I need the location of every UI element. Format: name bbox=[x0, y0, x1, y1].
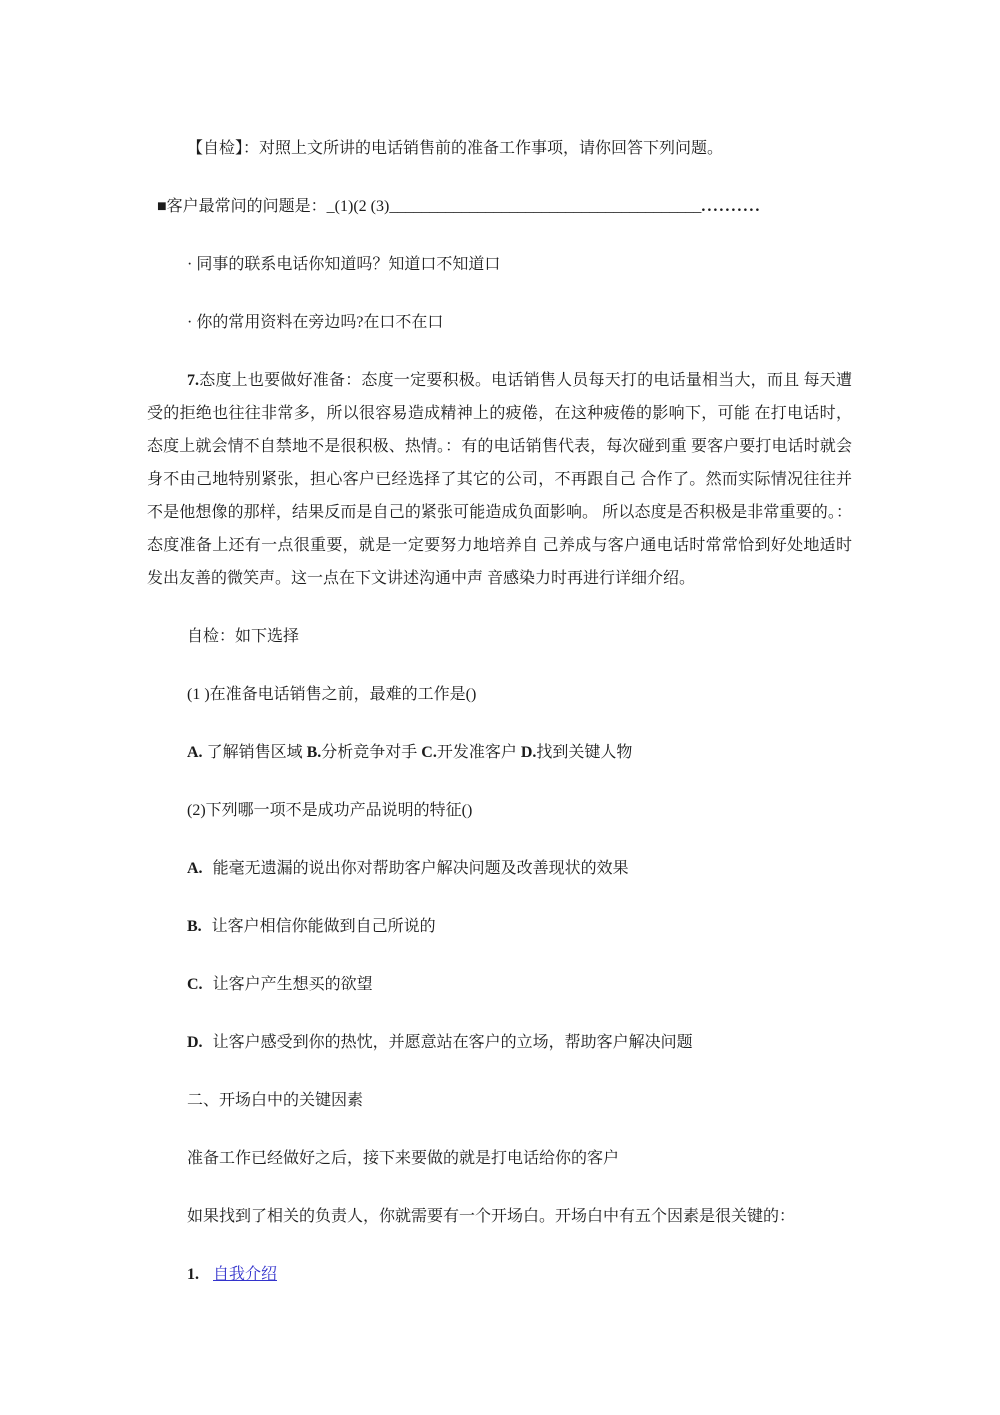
paragraph-next-step: 准备工作已经做好之后，接下来要做的就是打电话给你的客户 bbox=[187, 1150, 620, 1167]
option-b-label: B. bbox=[187, 918, 202, 935]
quiz-question-1-options bbox=[147, 736, 852, 769]
checklist-item-colleague-phone: · 同事的联系电话你知道吗？知道口不知道口 bbox=[187, 256, 501, 273]
self-check-note: 【自检】：对照上文所讲的电话销售前的准备工作事项，请你回答下列问题。 bbox=[187, 140, 724, 157]
quiz-question-2-option-d bbox=[147, 1026, 852, 1059]
list-item-self-introduction bbox=[147, 1258, 852, 1291]
checklist-item-materials: · 你的常用资料在旁边吗?在口不在口 bbox=[187, 314, 444, 331]
option-d-label: D. bbox=[520, 744, 537, 761]
paragraph-attitude-preparation bbox=[147, 364, 852, 595]
option-b-text: 让客户相信你能做到自己所说的 bbox=[211, 918, 436, 935]
option-a-text: 了解销售区域 bbox=[202, 744, 307, 761]
option-c-text: 开发准客户 bbox=[436, 744, 521, 761]
fill-in-question-text: ■客户最常问的问题是：_(1)(2 (3) bbox=[157, 198, 390, 215]
self-introduction-link[interactable]: 自我介绍 bbox=[213, 1266, 278, 1283]
quiz-question-2-option-a bbox=[147, 852, 852, 885]
paragraph-attitude-text: 态度上也要做好准备：态度一定要积极。电话销售人员每天打的电话量相当大，而且 每天遭受的拒绝也往往非常多，所以很容易造成精神上的疲倦，在这种疲倦的影响下，可能 在打电话时，态度上就会情不自禁地不是很积极、热情。：有的电话销售代表，每次碰到重 要客户要打电话时就会身不由己地特别紧张，担心客户已经选择了其它的公司，不再跟自己 合作了。然而实际情况往往并不是他想像的那样，结果反而是自己的紧张可能造成负面影响。 所以态度是否积极是非常重要的。：态度准备上还有一点很重要，就是一定要努力地培养自 己养成与客户通电话时常常恰到好处地适时发出友善的微笑声。这一点在下文讲述沟通中声 音感染力时再进行详细介绍。 bbox=[147, 372, 852, 587]
option-c-text: 让客户产生想买的欲望 bbox=[212, 976, 373, 993]
dot-leader: .......... bbox=[701, 198, 762, 215]
list-item-number: 1. bbox=[187, 1266, 199, 1283]
option-d-label: D. bbox=[187, 1034, 203, 1051]
paragraph-opening-statement: 如果找到了相关的负责人，你就需要有一个开场白。开场白中有五个因素是很关键的： bbox=[187, 1208, 796, 1225]
option-b-label: B. bbox=[306, 744, 322, 761]
option-d-text: 找到关键人物 bbox=[536, 744, 633, 761]
quiz-question-1: (1 )在准备电话销售之前，最难的工作是() bbox=[187, 686, 477, 703]
option-a-label: A. bbox=[187, 860, 203, 877]
option-d-text: 让客户感受到你的热忱，并愿意站在客户的立场，帮助客户解决问题 bbox=[212, 1034, 693, 1051]
self-check-heading: 自检：如下选择 bbox=[187, 628, 300, 645]
quiz-question-2: (2)下列哪一项不是成功产品说明的特征() bbox=[187, 802, 473, 819]
option-c-label: C. bbox=[187, 976, 203, 993]
option-a-text: 能毫无遗漏的说出你对帮助客户解决问题及改善现状的效果 bbox=[212, 860, 629, 877]
section-heading-opening-factors: 二、开场白中的关键因素 bbox=[187, 1092, 364, 1109]
option-c-label: C. bbox=[421, 744, 437, 761]
blank-underline: _______________________________________ bbox=[389, 198, 702, 215]
option-b-text: 分析竞争对手 bbox=[321, 744, 422, 761]
option-a-label: A. bbox=[187, 744, 203, 761]
paragraph-number: 7. bbox=[187, 372, 199, 389]
quiz-question-2-option-c bbox=[147, 968, 852, 1001]
fill-in-question bbox=[147, 190, 852, 223]
quiz-question-2-option-b bbox=[147, 910, 852, 943]
